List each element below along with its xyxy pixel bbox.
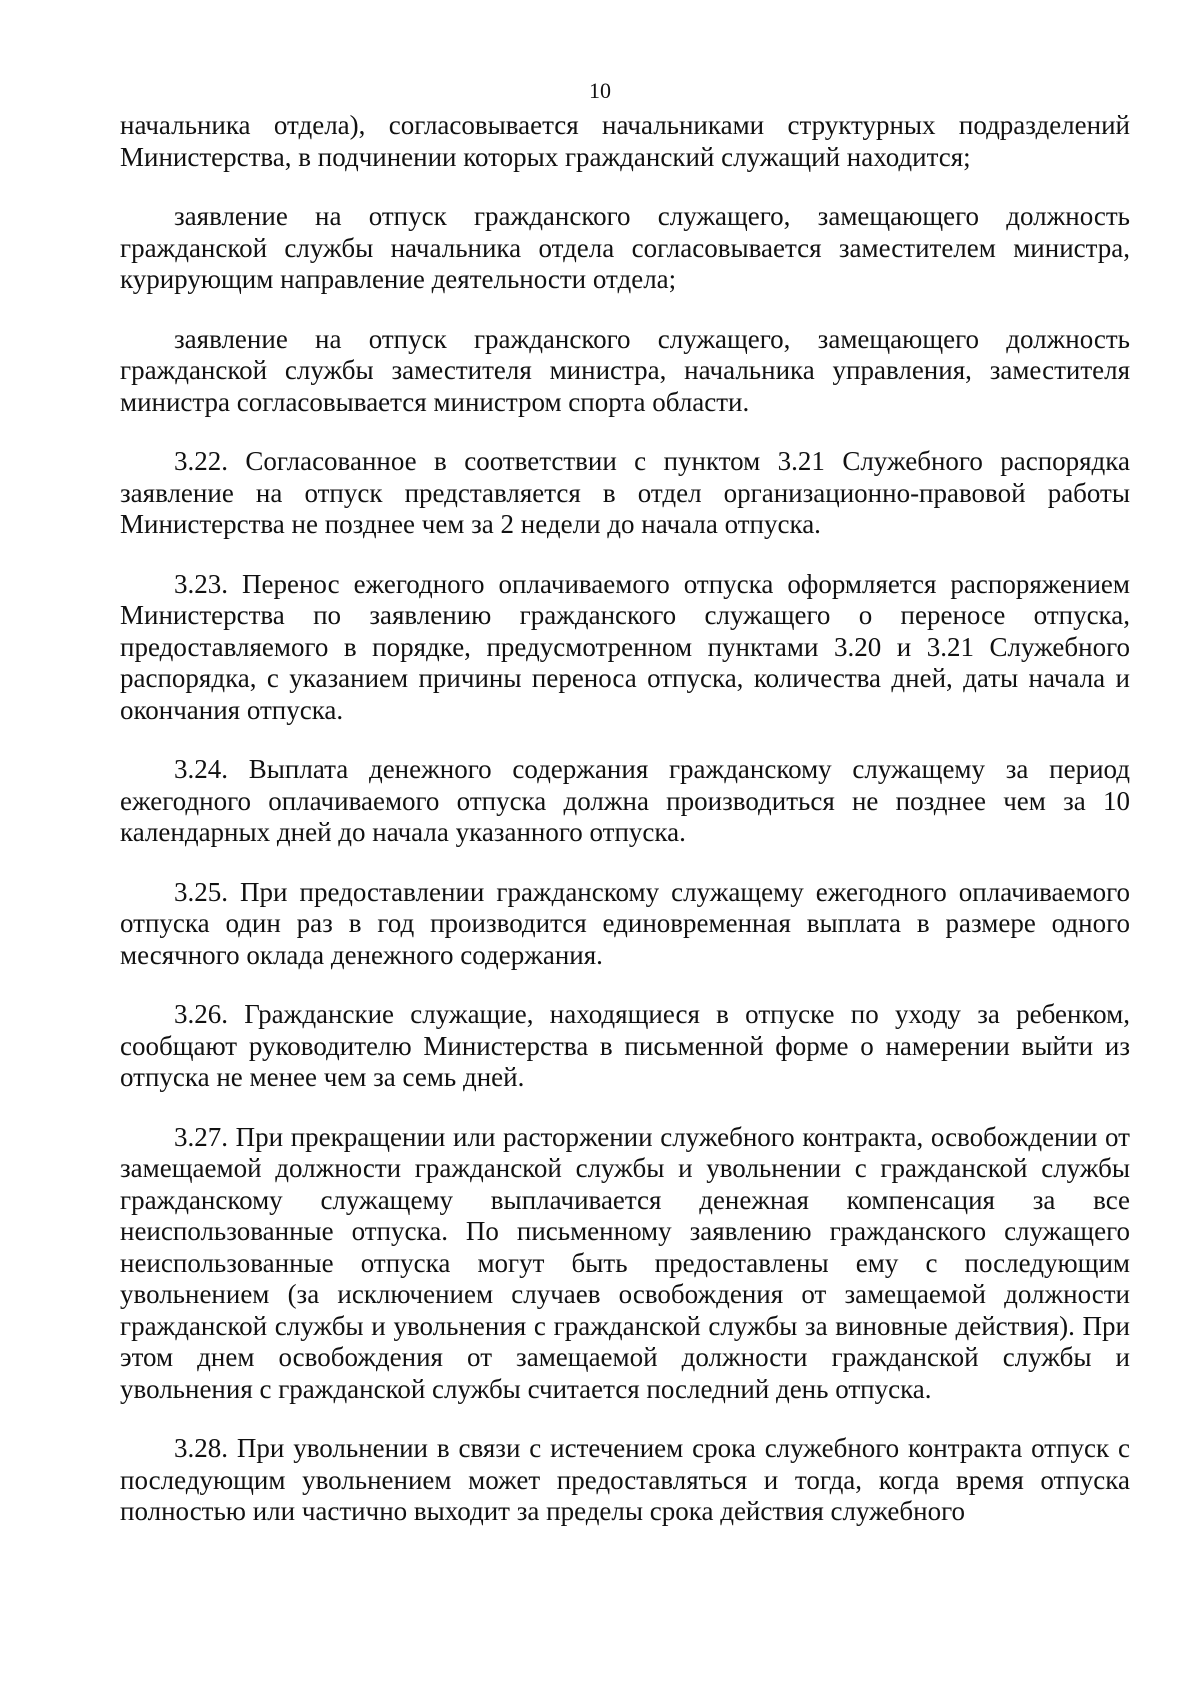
paragraph-3-25: 3.25. При предоставлении гражданскому служащему ежегодного оплачиваемого отпуска один раз в год производится единовременная выплата в размере одного месячного оклада денежного содержания. [120, 876, 1130, 970]
paragraph-minister-approval: заявление на отпуск гражданского служащего, замещающего должность гражданской службы заместителя министра, начальника управления, заместителя министра согласовывается министром спорта области. [120, 323, 1130, 417]
paragraph-continuation: начальника отдела), согласовывается начальниками структурных подразделений Министерства, в подчинении которых гражданский служащий находится; [120, 110, 1130, 172]
paragraph-3-22: 3.22. Согласованное в соответствии с пунктом 3.21 Служебного распорядка заявление на отпуск представляется в отдел организационно-правовой работы Министерства не позднее чем за 2 недели до начала отпуска. [120, 446, 1130, 539]
paragraph-3-28: 3.28. При увольнении в связи с истечением срока служебного контракта отпуск с последующим увольнением может предоставляться и тогда, когда время отпуска полностью или частично выходит за пределы срока действия служебного [120, 1433, 1130, 1526]
paragraph-3-27: 3.27. При прекращении или расторжении служебного контракта, освобождении от замещаемой должности гражданской службы и увольнении с гражданской службы гражданскому служащему выплачивается денежная компенсация за все неиспользованные отпуска. По письменному заявлению гражданского служащего неиспользованные отпуска могут быть предоставлены ему с последующим увольнением (за исключением случаев освобождения от замещаемой должности гражданской службы и увольнения с гражданской службы за виновные действия). При этом днем освобождения от замещаемой должности гражданской службы и увольнения с гражданской службы считается последний день отпуска. [120, 1121, 1130, 1404]
paragraph-3-23: 3.23. Перенос ежегодного оплачиваемого отпуска оформляется распоряжением Министерства по заявлению гражданского служащего о переносе отпуска, предоставляемого в порядке, предусмотренном пунктами 3.20 и 3.21 Служебного распорядка, с указанием причины переноса отпуска, количества дней, даты начала и окончания отпуска. [120, 568, 1130, 725]
paragraph-deputy-approval: заявление на отпуск гражданского служащего, замещающего должность гражданской службы начальника отдела согласовывается заместителем министра, курирующим направление деятельности отдела; [120, 201, 1130, 294]
paragraph-3-26: 3.26. Гражданские служащие, находящиеся в отпуске по уходу за ребенком, сообщают руководителю Министерства в письменной форме о намерении выйти из отпуска не менее чем за семь дней. [120, 999, 1130, 1092]
paragraph-3-24: 3.24. Выплата денежного содержания гражданскому служащему за период ежегодного оплачиваемого отпуска должна производиться не позднее чем за 10 календарных дней до начала указанного отпуска. [120, 754, 1130, 847]
document-body [120, 110, 1130, 1556]
page-number: 10 [589, 78, 611, 103]
